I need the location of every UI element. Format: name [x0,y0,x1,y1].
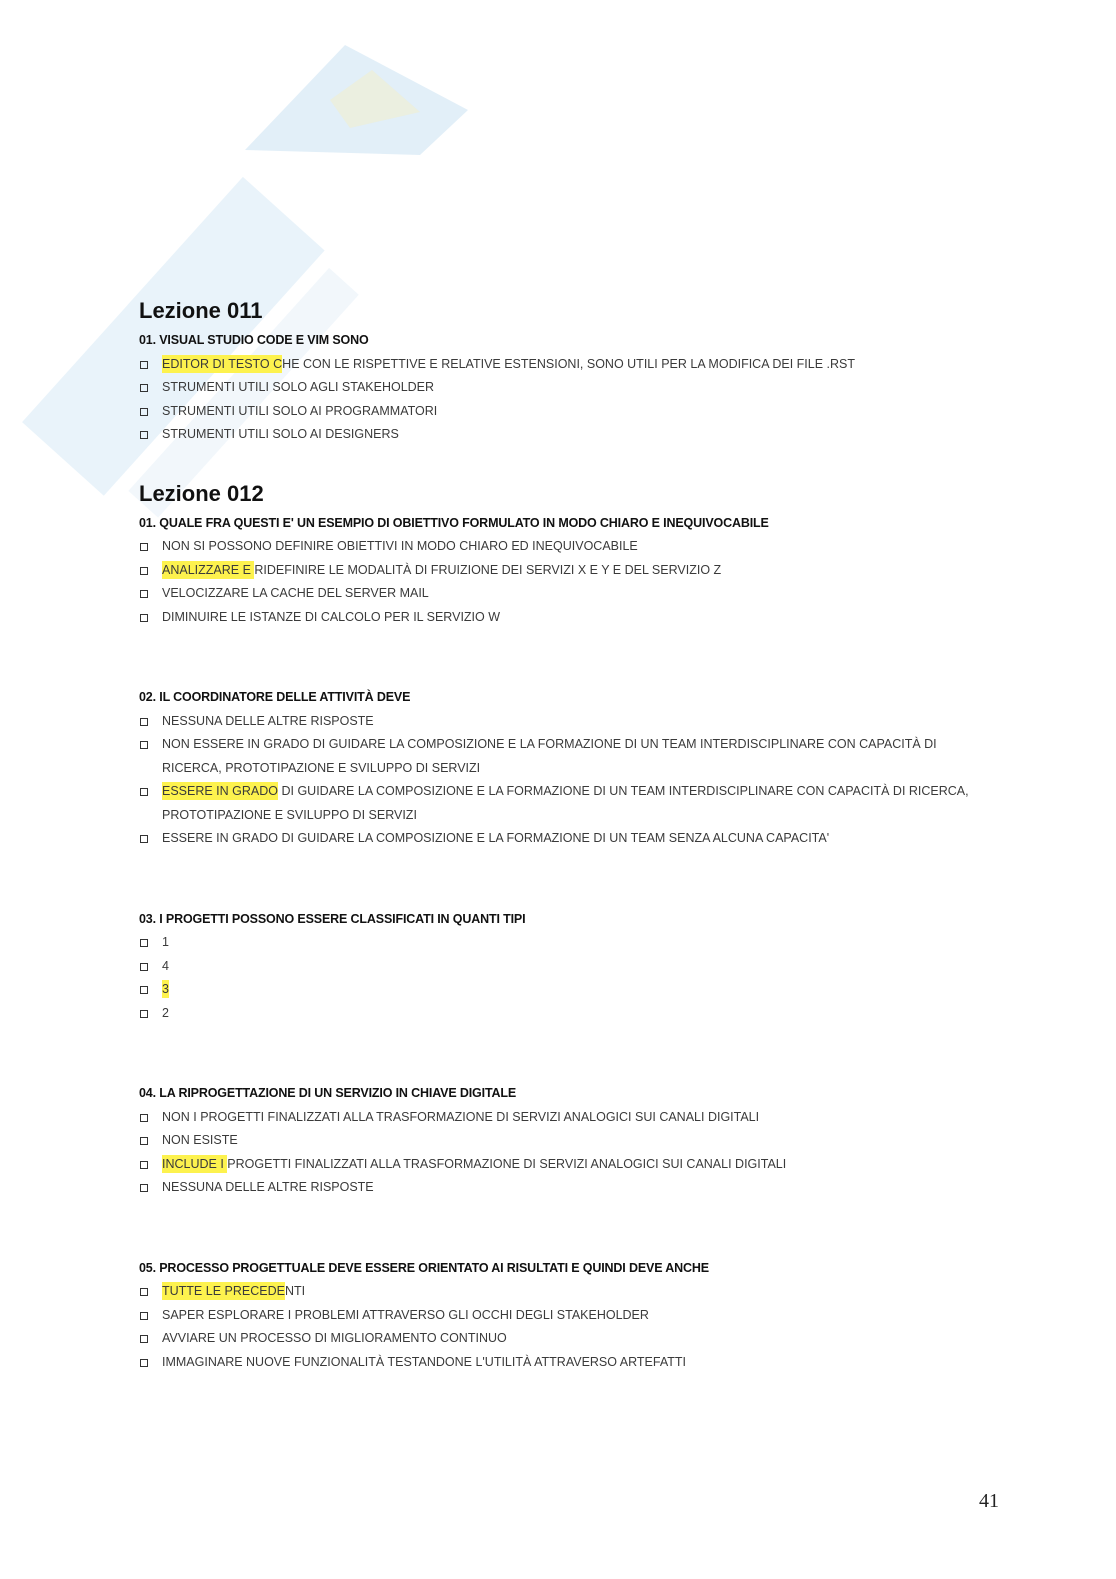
checkbox-icon [139,559,162,583]
answer-option-text [162,1002,982,1026]
highlighted-answer: TUTTE LE PRECEDE [162,1284,285,1298]
answer-option [139,1327,999,1351]
checkbox-icon [139,535,162,559]
answer-text: VELOCIZZARE LA CACHE DEL SERVER MAIL [162,586,429,600]
answer-text: NON I PROGETTI FINALIZZATI ALLA TRASFORMAZIONE DI SERVIZI ANALOGICI SUI CANALI DIGITALI [162,1109,760,1124]
checkbox-icon [139,582,162,606]
answer-text: 1 [162,935,169,949]
checkbox-icon [139,1002,162,1026]
answer-text: DIMINUIRE LE ISTANZE DI CALCOLO PER IL SERVIZIO W [162,609,501,624]
checkbox-icon [139,1304,162,1328]
highlighted-answer: ANALIZZARE E [162,562,255,577]
answer-option [139,582,999,606]
answer-text: NESSUNA DELLE ALTRE RISPOSTE [162,1180,374,1194]
answer-option [139,353,999,377]
checkbox-icon [139,423,162,447]
checkbox-icon [139,1327,162,1351]
answer-text: NON ESISTE [162,1133,238,1147]
highlighted-answer: 3 [162,982,169,996]
answer-text: NESSUNA DELLE ALTRE RISPOSTE [162,713,374,728]
question-title: 02. IL COORDINATORE DELLE ATTIVITÀ DEVE [139,690,411,704]
checkbox-icon [139,733,162,757]
answer-option [139,1176,999,1200]
lesson-title: Lezione 012 [139,480,264,506]
answer-option [139,1106,999,1130]
answer-option [139,978,999,1002]
answer-option-text [162,400,982,424]
page-number: 41 [979,1490,999,1512]
checkbox-icon [139,1129,162,1153]
answer-option [139,733,999,780]
answer-option-text [162,582,982,606]
question-title: 04. LA RIPROGETTAZIONE DI UN SERVIZIO IN CHIAVE DIGITALE [139,1086,517,1100]
document-body [139,296,999,1374]
answer-option-text [162,733,982,780]
answer-text: AVVIARE UN PROCESSO DI MIGLIORAMENTO CONTINUO [162,1331,507,1345]
answer-option-text [162,780,982,827]
question-block [139,1257,999,1375]
question-block [139,329,999,447]
answer-text: STRUMENTI UTILI SOLO AI PROGRAMMATORI [162,403,438,418]
answer-option-text [162,955,982,979]
answer-option [139,535,999,559]
answer-option-text [162,1153,982,1177]
question-block [139,512,999,630]
answer-text: IMMAGINARE NUOVE FUNZIONALITÀ TESTANDONE L'UTILITÀ ATTRAVERSO ARTEFATTI [162,1354,686,1369]
checkbox-icon [139,827,162,851]
answer-option-text [162,978,982,1002]
answer-option-text [162,1280,982,1304]
highlighted-answer: EDITOR DI TESTO C [162,356,283,371]
answer-option [139,423,999,447]
lesson-title: Lezione 011 [139,298,263,323]
watermark-triangle-inner [330,70,420,128]
answer-text: RIDEFINIRE LE MODALITÀ DI FRUIZIONE DEI SERVIZI X E Y E DEL SERVIZIO Z [254,562,722,577]
answer-option-text [162,559,982,583]
answer-option [139,827,999,851]
answer-text: ESSERE IN GRADO DI GUIDARE LA COMPOSIZIONE E LA FORMAZIONE DI UN TEAM SENZA ALCUNA CAPACITA' [162,831,830,845]
lesson-section [139,479,999,1375]
answer-option [139,1129,999,1153]
answer-option-text [162,827,982,851]
answer-option [139,710,999,734]
answer-text: PROGETTI FINALIZZATI ALLA TRASFORMAZIONE DI SERVIZI ANALOGICI SUI CANALI DIGITALI [227,1156,787,1171]
answer-option [139,955,999,979]
answer-text: NTI [284,1284,306,1298]
answer-option-text [162,376,982,400]
answer-text: DI GUIDARE LA COMPOSIZIONE E LA FORMAZIONE DI UN TEAM INTERDISCIPLINARE CON CAPACITÀ DI RICERCA, PROTOTIPAZIONE E SVILUPPO DI SERVIZI [162,784,969,822]
answer-text: NON SI POSSONO DEFINIRE OBIETTIVI IN MODO CHIARO ED INEQUIVOCABILE [162,539,638,553]
answer-text: STRUMENTI UTILI SOLO AGLI STAKEHOLDER [162,380,435,394]
question-title: 05. PROCESSO PROGETTUALE DEVE ESSERE ORIENTATO AI RISULTATI E QUINDI DEVE ANCHE [139,1260,709,1275]
checkbox-icon [139,1106,162,1130]
answer-option-text [162,353,982,377]
lesson-section [139,296,999,447]
answer-text: 4 [162,958,169,973]
answer-option-text [162,931,982,955]
answer-option-text [162,423,982,447]
checkbox-icon [139,606,162,630]
answer-text: 2 [162,1005,169,1020]
question-block [139,686,999,851]
answer-text: SAPER ESPLORARE I PROBLEMI ATTRAVERSO GLI OCCHI DEGLI STAKEHOLDER [162,1307,649,1322]
checkbox-icon [139,376,162,400]
answer-option-text [162,1351,982,1375]
question-title: 01. VISUAL STUDIO CODE E VIM SONO [139,333,369,347]
answer-option-text [162,606,982,630]
highlighted-answer: ESSERE IN GRADO [162,784,278,798]
answer-option [139,559,999,583]
answer-text: HE CON LE RISPETTIVE E RELATIVE ESTENSIONI, SONO UTILI PER LA MODIFICA DEI FILE .RST [282,356,855,371]
answer-option-text [162,1304,982,1328]
checkbox-icon [139,1153,162,1177]
highlighted-answer: INCLUDE I [162,1156,228,1171]
checkbox-icon [139,931,162,955]
answer-option [139,606,999,630]
answer-option-text [162,535,982,559]
checkbox-icon [139,955,162,979]
checkbox-icon [139,780,162,804]
answer-text: NON ESSERE IN GRADO DI GUIDARE LA COMPOSIZIONE E LA FORMAZIONE DI UN TEAM INTERDISCIPLINARE CON CAPACITÀ DI RICERCA, PROTOTIPAZIONE E SVILUPPO DI SERVIZI [162,737,937,775]
answer-option [139,1002,999,1026]
checkbox-icon [139,710,162,734]
answer-option-text [162,1176,982,1200]
checkbox-icon [139,1280,162,1304]
answer-option [139,1153,999,1177]
answer-option [139,400,999,424]
answer-option [139,376,999,400]
checkbox-icon [139,1176,162,1200]
answer-option [139,1280,999,1304]
checkbox-icon [139,978,162,1002]
answer-option [139,931,999,955]
answer-option [139,1351,999,1375]
answer-option-text [162,1327,982,1351]
question-block [139,1082,999,1200]
answer-option [139,1304,999,1328]
answer-option [139,780,999,827]
checkbox-icon [139,400,162,424]
answer-option-text [162,1129,982,1153]
watermark-triangle [245,45,468,155]
answer-text: STRUMENTI UTILI SOLO AI DESIGNERS [162,427,399,441]
answer-option-text [162,1106,982,1130]
checkbox-icon [139,353,162,377]
question-title: 01. QUALE FRA QUESTI E' UN ESEMPIO DI OBIETTIVO FORMULATO IN MODO CHIARO E INEQUIVOCABILE [139,515,769,530]
answer-option-text [162,710,982,734]
question-title: 03. I PROGETTI POSSONO ESSERE CLASSIFICATI IN QUANTI TIPI [139,911,526,926]
checkbox-icon [139,1351,162,1375]
question-block [139,908,999,1026]
